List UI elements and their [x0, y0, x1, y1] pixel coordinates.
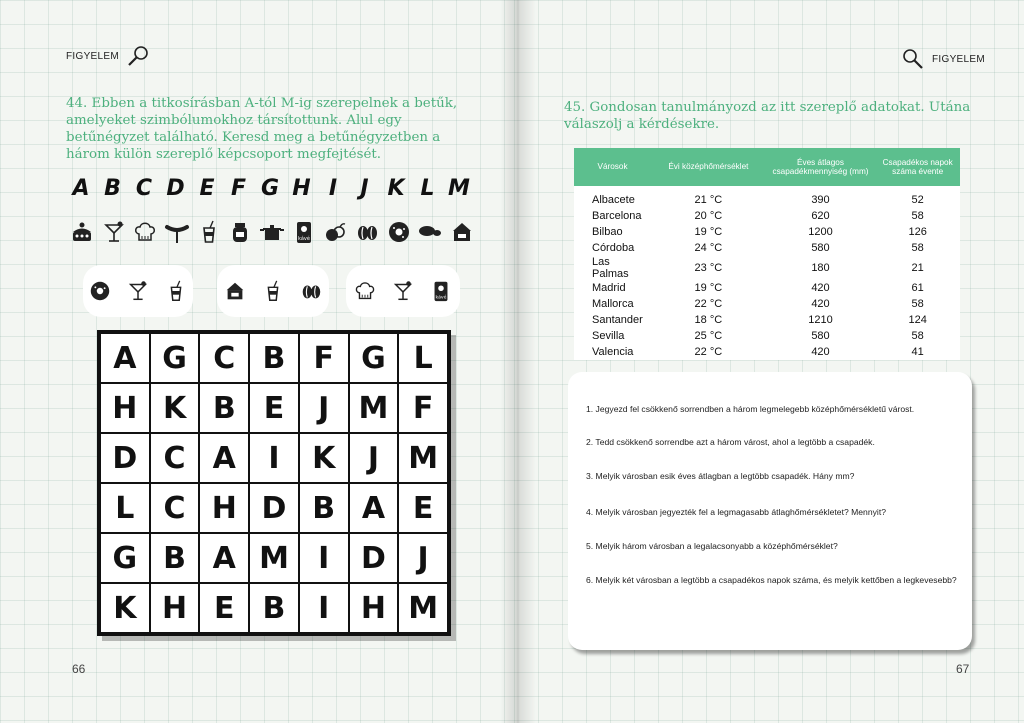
table-row [574, 186, 960, 208]
city-cell: Barcelona [592, 210, 642, 222]
table-row [574, 296, 960, 312]
city-cell: Mallorca [592, 298, 634, 310]
grid-cell: H [100, 383, 150, 433]
cake-icon [68, 218, 96, 246]
value-cell: 580 [811, 242, 830, 254]
city-cell: Albacete [592, 194, 635, 206]
value-cell: 21 °C [694, 194, 723, 206]
alphabet-letter: H [292, 176, 311, 201]
coffee-beans-icon [297, 277, 325, 305]
value-cell: 22 °C [694, 298, 723, 310]
jar-icon [226, 218, 254, 246]
magnifier-icon [125, 45, 151, 67]
alphabet-letter: F [230, 176, 247, 201]
city-cell: Santander [592, 314, 643, 326]
page-number: 67 [956, 662, 970, 676]
column-header: Éves átlagos csapadékmennyiség (mm) [766, 148, 876, 186]
grid-cell: E [199, 583, 249, 633]
table-row [574, 224, 960, 240]
grid-cell: M [249, 533, 299, 583]
grid-cell: D [100, 433, 150, 483]
cipher-icons [68, 218, 476, 246]
value-cell: 21 [911, 262, 924, 274]
value-cell: 58 [911, 242, 924, 254]
task-44-text: 44. Ebben a titkosírásban A-tól M-ig szerepelnek a betűk, amelyeket szimbólumokhoz társítottunk. Alul egy betűnégyzet található. Keresd meg a betűnégyzetben a három külön szereplő képcsoport megfejtését. [66, 96, 458, 162]
value-cell: 58 [911, 298, 924, 310]
icon-group-1 [83, 265, 193, 317]
grid-cell: C [150, 483, 200, 533]
question-item: 2. Tedd csökkenő sorrendbe azt a három várost, ahol a legtöbb a csapadék. [586, 437, 875, 447]
grid-cell: D [249, 483, 299, 533]
cup-icon [195, 218, 223, 246]
alphabet-letter: D [166, 176, 185, 201]
grid-cell: B [249, 583, 299, 633]
value-cell: 58 [911, 330, 924, 342]
question-item: 1. Jegyezd fel csökkenő sorrendben a három legmelegebb középhőmérsékletű várost. [586, 404, 915, 414]
grid-cell: A [349, 483, 399, 533]
city-cell: Valencia [592, 346, 634, 358]
table-body [574, 186, 960, 360]
value-cell: 124 [908, 314, 927, 326]
questions-box [568, 372, 972, 650]
alphabet-letter: L [420, 176, 435, 201]
left-header [66, 45, 151, 67]
column-header: Városok [574, 148, 651, 186]
donut-icon [385, 218, 413, 246]
grid-cell: A [199, 533, 249, 583]
grid-cell: C [150, 433, 200, 483]
value-cell: 61 [911, 282, 924, 294]
city-cell: Sevilla [592, 330, 625, 342]
icon-group-2 [217, 265, 329, 317]
question-item: 3. Melyik városban esik éves átlagban a legtöbb csapadék. Hány mm? [586, 471, 855, 481]
value-cell: 126 [908, 226, 927, 238]
book-gutter [500, 0, 536, 723]
donut-icon [86, 277, 114, 305]
question-item: 6. Melyik két városban a legtöbb a csapadékos napok száma, és melyik kettőben a legkevesebb? [586, 575, 957, 585]
table-row [574, 208, 960, 224]
value-cell: 41 [911, 346, 924, 358]
fruit-icon [321, 218, 349, 246]
value-cell: 1200 [808, 226, 833, 238]
cup-icon [162, 277, 190, 305]
value-cell: 1210 [808, 314, 833, 326]
cooking-pot-icon [448, 218, 476, 246]
cipher-alphabet [66, 176, 474, 201]
grid-cell: B [199, 383, 249, 433]
column-header: Évi középhőmérséklet [651, 148, 766, 186]
table-header-row [574, 148, 960, 186]
cocktail-icon [124, 277, 152, 305]
city-data-table [574, 148, 960, 360]
icon-group-3 [346, 265, 460, 317]
coffee-label: kávé [435, 295, 447, 301]
table-row [574, 240, 960, 256]
value-cell: 580 [811, 330, 830, 342]
chef-hat-icon [131, 218, 159, 246]
alphabet-letter: K [387, 176, 405, 201]
grid-cell: F [398, 383, 448, 433]
grid-cell: K [299, 433, 349, 483]
value-cell: 390 [811, 194, 830, 206]
city-cell: Bilbao [592, 226, 623, 238]
grid-cell: J [299, 383, 349, 433]
grid-cell: E [398, 483, 448, 533]
grid-cell: A [199, 433, 249, 483]
city-cell: Córdoba [592, 242, 635, 254]
value-cell: 58 [911, 210, 924, 222]
cup-icon [259, 277, 287, 305]
alphabet-letter: B [104, 176, 121, 201]
grid-cell: H [150, 583, 200, 633]
letter-grid [97, 330, 451, 636]
table-row [574, 256, 960, 280]
coffee-bag-icon [427, 277, 455, 305]
grid-cell: B [299, 483, 349, 533]
value-cell: 18 °C [694, 314, 723, 326]
grid-cell: A [100, 333, 150, 383]
grid-cell: M [398, 583, 448, 633]
cocktail-icon [100, 218, 128, 246]
grid-cell: K [150, 383, 200, 433]
grid-cell: G [100, 533, 150, 583]
grid-cell: M [398, 433, 448, 483]
cooking-pot-icon [221, 277, 249, 305]
table-row [574, 328, 960, 344]
alphabet-letter: C [135, 176, 153, 201]
grid-cell: G [150, 333, 200, 383]
grid-cell: D [349, 533, 399, 583]
grid-cell: H [349, 583, 399, 633]
coffee-bag-icon [290, 218, 318, 246]
sausage-link-icon [416, 218, 444, 246]
grid-cell: L [398, 333, 448, 383]
header-label: FIGYELEM [66, 50, 119, 62]
grid-cell: H [199, 483, 249, 533]
value-cell: 22 °C [694, 346, 723, 358]
value-cell: 19 °C [694, 282, 723, 294]
value-cell: 420 [811, 346, 830, 358]
grid-cell: B [249, 333, 299, 383]
pot-icon [258, 218, 286, 246]
grid-cell: L [100, 483, 150, 533]
alphabet-letter: A [72, 176, 90, 201]
table-row [574, 280, 960, 296]
sausage-icon [163, 218, 191, 246]
alphabet-letter: M [448, 176, 470, 201]
coffee-label: kávé [297, 236, 310, 242]
value-cell: 180 [811, 262, 830, 274]
grid-cell: B [150, 533, 200, 583]
grid-cell: M [349, 383, 399, 433]
value-cell: 20 °C [694, 210, 723, 222]
grid-cell: C [199, 333, 249, 383]
value-cell: 420 [811, 282, 830, 294]
question-item: 5. Melyik három városban a legalacsonyabb a középhőmérséklet? [586, 541, 838, 551]
value-cell: 52 [911, 194, 924, 206]
alphabet-letter: E [199, 176, 215, 201]
alphabet-letter: G [260, 176, 280, 201]
grid-cell: G [349, 333, 399, 383]
grid-cell: J [349, 433, 399, 483]
alphabet-letter: I [328, 176, 338, 201]
question-item: 4. Melyik városban jegyezték fel a legmagasabb átlaghőmérsékletet? Mennyit? [586, 507, 886, 517]
value-cell: 19 °C [694, 226, 723, 238]
column-header: Csapadékos napok száma évente [875, 148, 960, 186]
grid-cell: F [299, 333, 349, 383]
grid-cell: E [249, 383, 299, 433]
city-cell: Madrid [592, 282, 626, 294]
right-header [900, 48, 985, 70]
coffee-beans-icon [353, 218, 381, 246]
value-cell: 25 °C [694, 330, 723, 342]
grid-cell: I [299, 583, 349, 633]
task-45-text: 45. Gondosan tanulmányozd az itt szereplő adatokat. Utána válaszolj a kérdésekre. [564, 100, 971, 132]
header-label: FIGYELEM [932, 53, 985, 65]
value-cell: 23 °C [694, 262, 723, 274]
table-row [574, 312, 960, 328]
grid-cell: J [398, 533, 448, 583]
grid-cell: K [100, 583, 150, 633]
city-cell: Las Palmas [592, 256, 629, 280]
cocktail-icon [389, 277, 417, 305]
page-number: 66 [72, 662, 86, 676]
magnifier-icon [900, 48, 926, 70]
table-row [574, 344, 960, 360]
chef-hat-icon [351, 277, 379, 305]
value-cell: 24 °C [694, 242, 723, 254]
value-cell: 420 [811, 298, 830, 310]
grid-cell: I [249, 433, 299, 483]
value-cell: 620 [811, 210, 830, 222]
alphabet-letter: J [360, 176, 369, 201]
grid-cell: I [299, 533, 349, 583]
